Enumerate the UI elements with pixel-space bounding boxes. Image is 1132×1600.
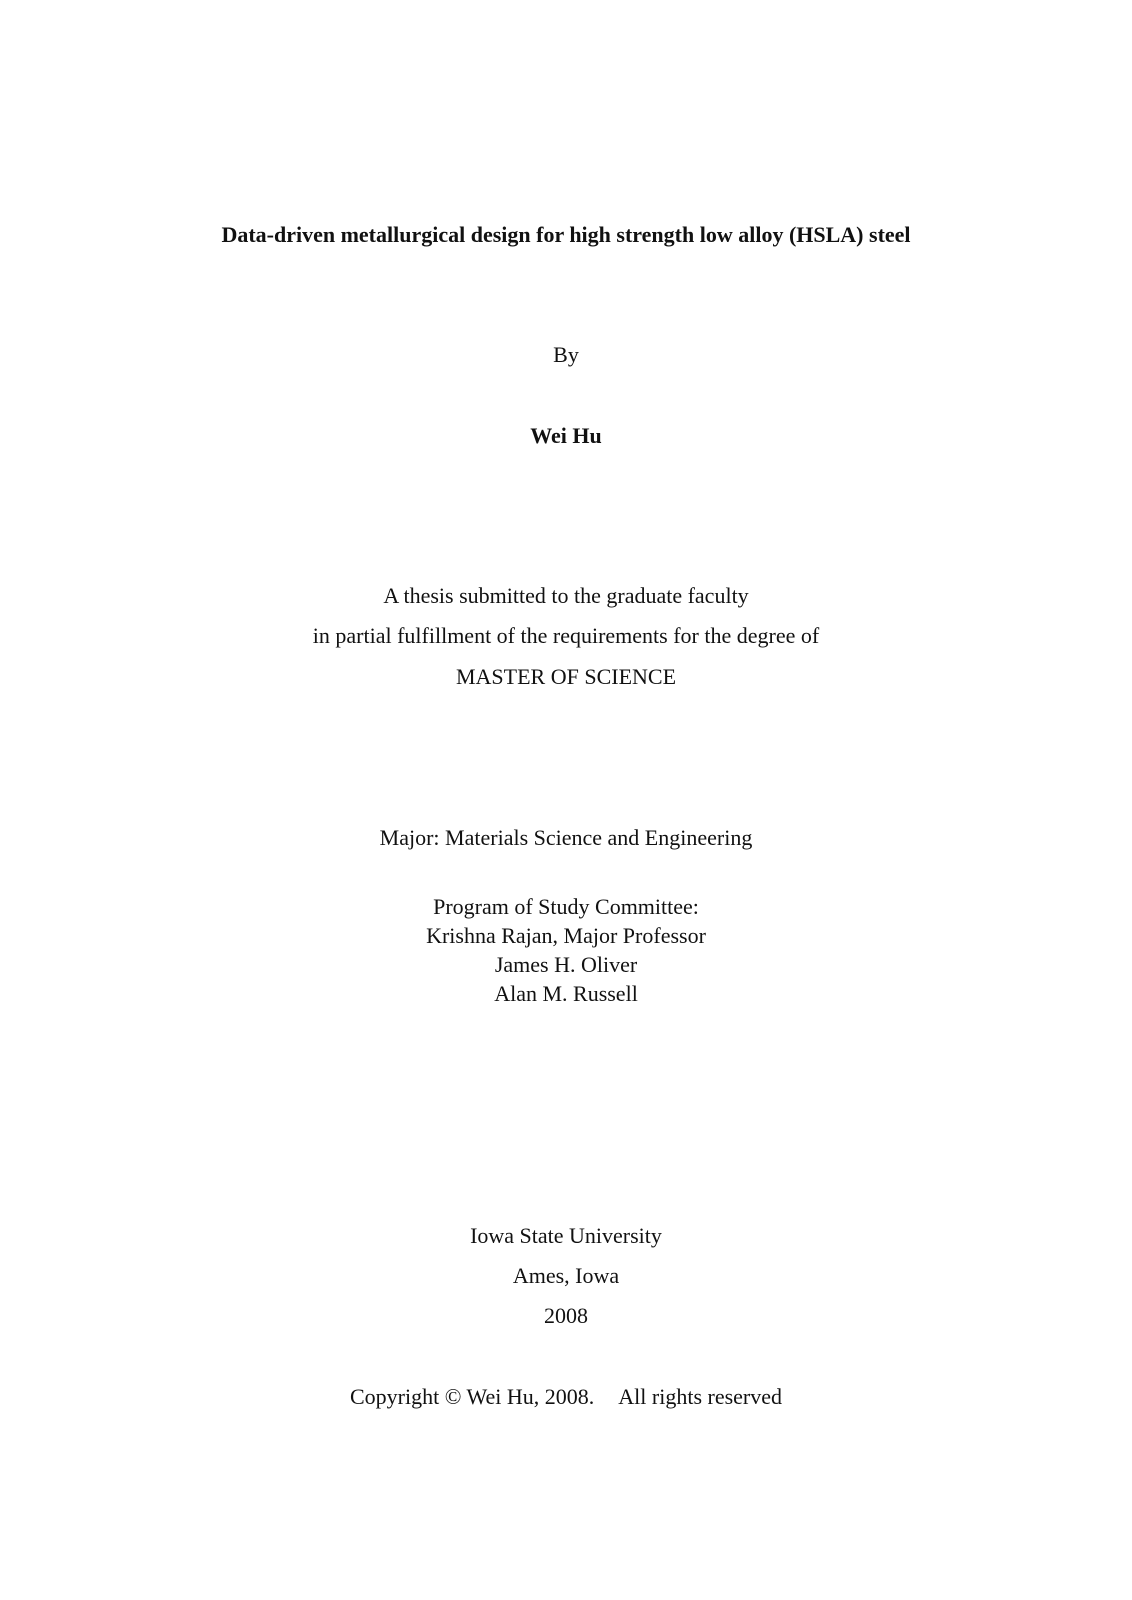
major-field: Major: Materials Science and Engineering: [379, 825, 753, 850]
submission-line-1: A thesis submitted to the graduate faculty: [383, 583, 749, 608]
rights-statement: All rights reserved: [618, 1384, 783, 1409]
degree-name: MASTER OF SCIENCE: [455, 664, 677, 689]
copyright-line: [0, 1384, 1132, 1410]
committee-member: James H. Oliver: [494, 952, 638, 977]
university-name: Iowa State University: [470, 1223, 662, 1248]
committee-member: Alan M. Russell: [494, 981, 638, 1006]
author-name: Wei Hu: [530, 423, 602, 448]
thesis-title: Data-driven metallurgical design for high strength low alloy (HSLA) steel: [221, 222, 911, 247]
submission-line-2: in partial fulfillment of the requirements for the degree of: [312, 623, 820, 648]
committee-member: Krishna Rajan, Major Professor: [426, 923, 706, 948]
university-location: Ames, Iowa: [512, 1263, 620, 1288]
by-label: By: [553, 342, 579, 367]
copyright-notice: Copyright © Wei Hu, 2008.: [349, 1384, 595, 1409]
committee-heading: Program of Study Committee:: [433, 894, 699, 919]
publication-year: 2008: [544, 1303, 588, 1328]
